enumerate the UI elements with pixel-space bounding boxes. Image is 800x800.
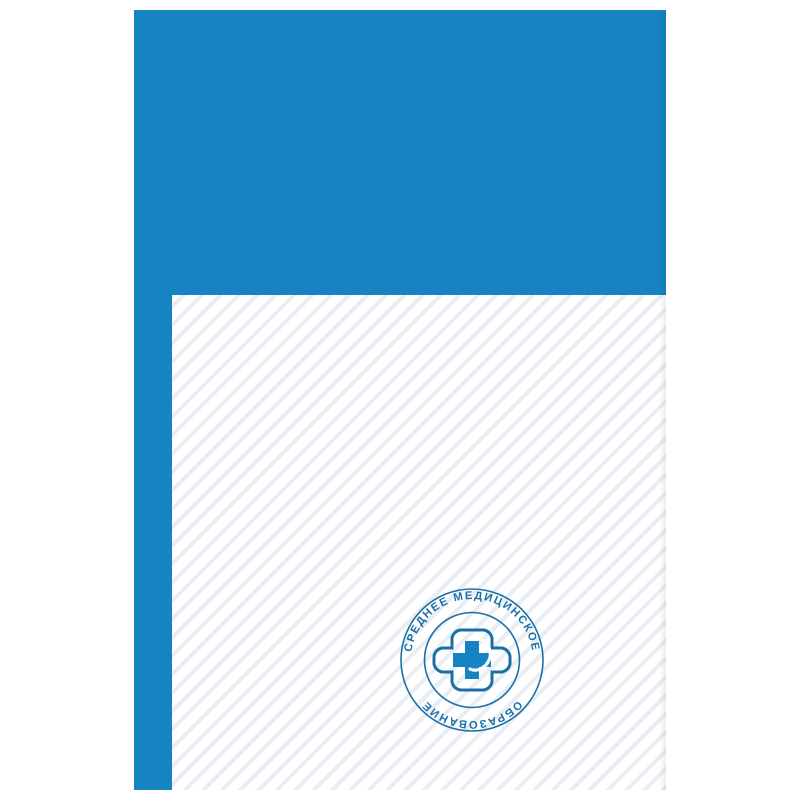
medical-cross-emblem-icon <box>434 630 510 690</box>
seal-text-bottom: ОБРАЗОВАНИЕ <box>419 698 525 731</box>
cover-title-group <box>188 100 642 112</box>
cover-header-block <box>134 10 666 295</box>
cover-spine-band <box>134 10 172 790</box>
series-seal <box>392 580 552 740</box>
seal-text-top: СРЕДНЕЕ МЕДИЦИНСКОЕ <box>402 589 542 653</box>
book-cover <box>134 10 666 790</box>
cover-edge-shadow <box>659 10 666 790</box>
